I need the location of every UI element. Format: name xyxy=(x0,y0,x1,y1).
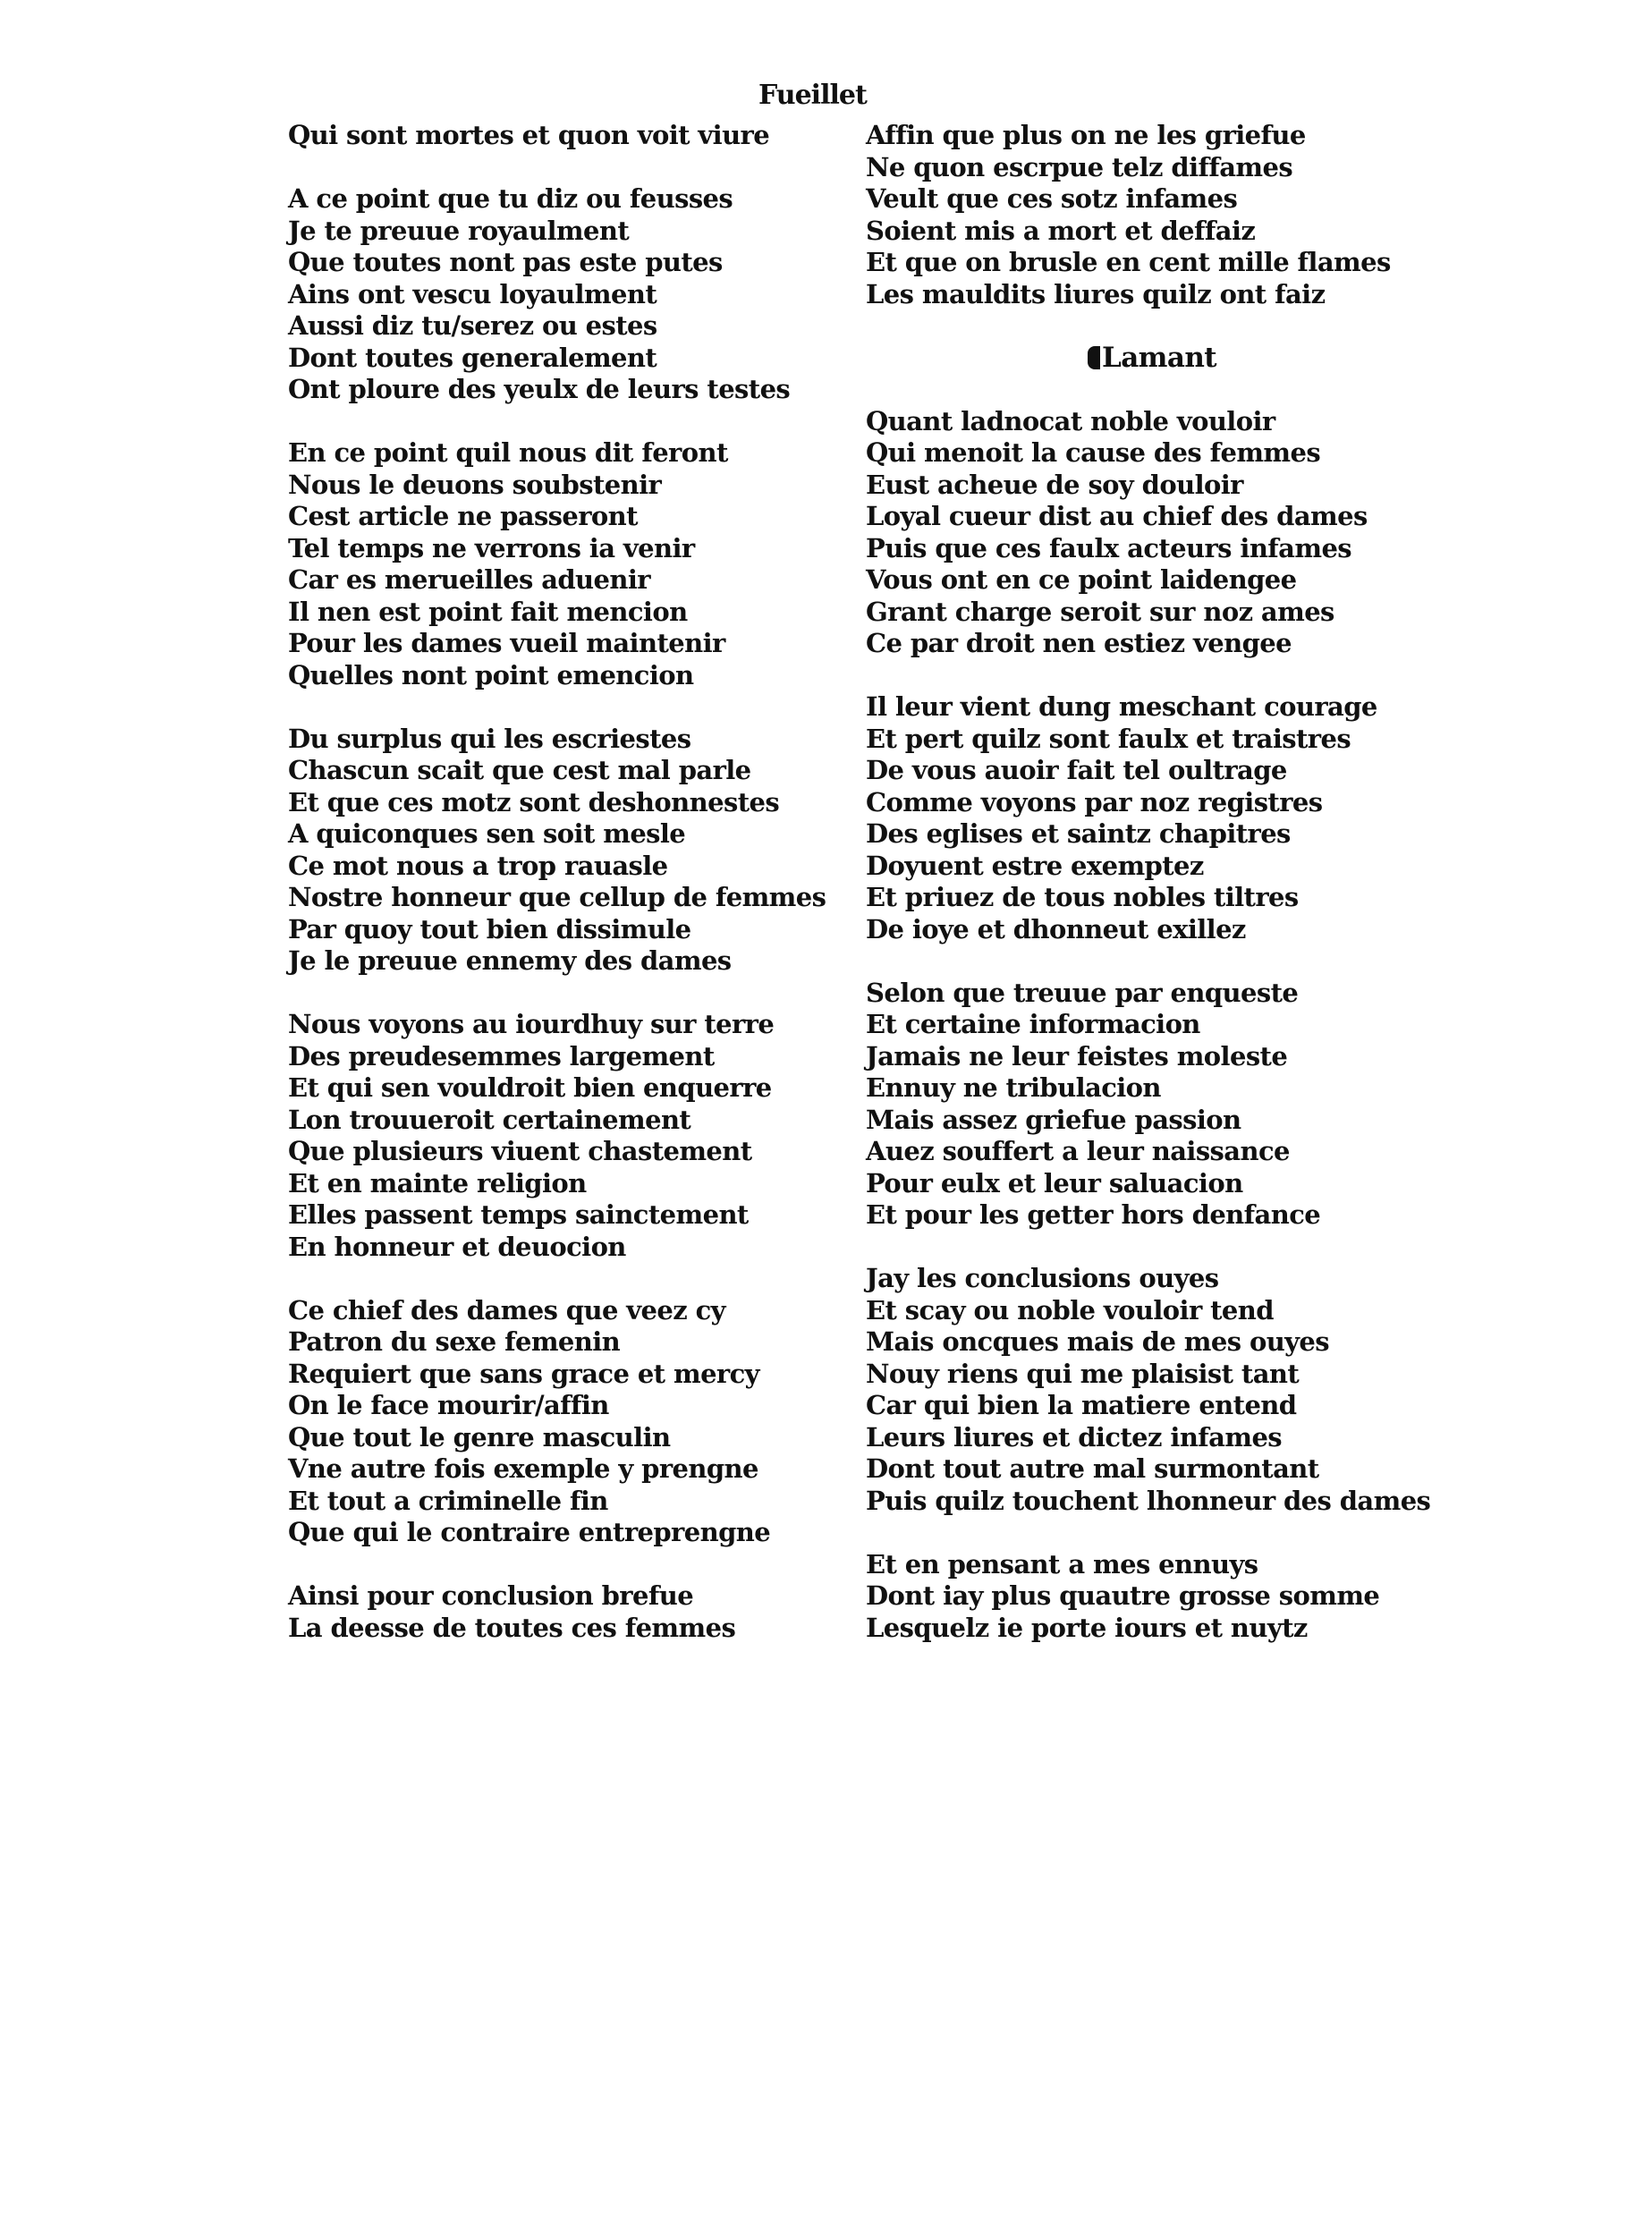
verse-line: Selon que treuue par enqueste xyxy=(866,977,1299,1008)
verse-line: On le face mourir/affin xyxy=(288,1390,609,1420)
pilcrow-icon xyxy=(1088,346,1100,369)
verse-line: Ce chief des dames que veez cy xyxy=(288,1294,725,1326)
verse-line: Comme voyons par noz registres xyxy=(866,786,1323,817)
verse-line: Qui menoit la cause des femmes xyxy=(866,437,1321,468)
verse-line: Et pour les getter hors denfance xyxy=(866,1199,1321,1230)
verse-line: Car qui bien la matiere entend xyxy=(866,1390,1297,1420)
verse-line: En honneur et deuocion xyxy=(288,1231,626,1262)
verse-line: Doyuent estre exemptez xyxy=(866,850,1204,881)
verse-line: Et scay ou noble vouloir tend xyxy=(866,1294,1274,1326)
verse-line: A quiconques sen soit mesle xyxy=(288,818,686,849)
verse-line: Cest article ne passeront xyxy=(288,501,638,531)
verse-line: Ont ploure des yeulx de leurs testes xyxy=(288,374,791,404)
verse-line: Et priuez de tous nobles tiltres xyxy=(866,882,1299,912)
verse-line: Que plusieurs viuent chastement xyxy=(288,1136,752,1166)
verse-line: Affin que plus on ne les griefue xyxy=(866,120,1306,150)
verse-line: Il leur vient dung meschant courage xyxy=(866,691,1377,722)
verse-line: Qui sont mortes et quon voit viure xyxy=(288,120,770,150)
verse-line: Veult que ces sotz infames xyxy=(866,183,1238,214)
verse-line: Ains ont vescu loyaulment xyxy=(288,278,657,309)
verse-line: Loyal cueur dist au chief des dames xyxy=(866,501,1368,531)
verse-line: Lon trouueroit certainement xyxy=(288,1104,691,1135)
verse-line: Et tout a criminelle fin xyxy=(288,1485,608,1516)
left-column xyxy=(288,120,826,1644)
verse-line: Dont tout autre mal surmontant xyxy=(866,1453,1319,1484)
verse-line: Leurs liures et dictez infames xyxy=(866,1421,1283,1453)
verse-line: Nous le deuons soubstenir xyxy=(288,469,662,500)
verse-line: Par quoy tout bien dissimule xyxy=(288,913,691,944)
verse-line: Soient mis a mort et deffaiz xyxy=(866,215,1256,246)
verse-line: Et qui sen vouldroit bien enquerre xyxy=(288,1072,772,1103)
verse-line: Car es merueilles aduenir xyxy=(288,564,650,595)
verse-line: Mais assez griefue passion xyxy=(866,1104,1241,1135)
verse-line: En ce point quil nous dit feront xyxy=(288,437,728,468)
page-header-fueillet: Fueillet xyxy=(758,80,867,111)
verse-line: Que toutes nont pas este putes xyxy=(288,247,723,277)
verse-line: Dont iay plus quautre grosse somme xyxy=(866,1580,1380,1611)
verse-line: Je le preuue ennemy des dames xyxy=(288,945,732,976)
verse-line: Puis quilz touchent lhonneur des dames xyxy=(866,1485,1431,1516)
verse-line: Que tout le genre masculin xyxy=(288,1421,671,1453)
verse-line: Des eglises et saintz chapitres xyxy=(866,818,1291,849)
verse-line: Nostre honneur que cellup de femmes xyxy=(288,882,826,912)
verse-line: Et pert quilz sont faulx et traistres xyxy=(866,723,1351,754)
verse-line: Nouy riens qui me plaisist tant xyxy=(866,1358,1300,1389)
verse-line: Les mauldits liures quilz ont faiz xyxy=(866,278,1326,309)
verse-line: De vous auoir fait tel oultrage xyxy=(866,755,1287,785)
verse-line: Auez souffert a leur naissance xyxy=(866,1136,1290,1166)
verse-line: Requiert que sans grace et mercy xyxy=(288,1358,759,1389)
verse-line: Quelles nont point emencion xyxy=(288,659,694,690)
verse-line: Ne quon escrpue telz diffames xyxy=(866,151,1293,182)
verse-line: Du surplus qui les escriestes xyxy=(288,723,691,754)
verse-line: Nous voyons au iourdhuy sur terre xyxy=(288,1009,775,1039)
verse-line: Je te preuue royaulment xyxy=(288,215,630,246)
verse-line: Ennuy ne tribulacion xyxy=(866,1072,1161,1103)
verse-line: Aussi diz tu/serez ou estes xyxy=(288,310,657,341)
verse-line: Que qui le contraire entreprengne xyxy=(288,1517,771,1547)
verse-line: Lesquelz ie porte iours et nuytz xyxy=(866,1612,1308,1643)
verse-line: Jamais ne leur feistes moleste xyxy=(866,1040,1288,1071)
speaker-heading-label: Lamant xyxy=(1102,341,1217,374)
verse-line: Il nen est point fait mencion xyxy=(288,596,688,627)
verse-line: Et en pensant a mes ennuys xyxy=(866,1548,1258,1580)
verse-line: Dont toutes generalement xyxy=(288,342,657,373)
verse-line: Quant ladnocat noble vouloir xyxy=(866,405,1275,436)
verse-line: Des preudesemmes largement xyxy=(288,1040,715,1071)
verse-line: Tel temps ne verrons ia venir xyxy=(288,532,695,563)
verse-line: Pour les dames vueil maintenir xyxy=(288,628,725,658)
verse-line: Puis que ces faulx acteurs infames xyxy=(866,532,1352,563)
verse-line: De ioye et dhonneut exillez xyxy=(866,913,1246,944)
right-column xyxy=(866,120,1430,1644)
verse-line: Vous ont en ce point laidengee xyxy=(866,564,1297,595)
verse-line: Ainsi pour conclusion brefue xyxy=(288,1580,694,1611)
verse-line: Jay les conclusions ouyes xyxy=(866,1263,1219,1293)
verse-line: Eust acheue de soy douloir xyxy=(866,469,1243,500)
verse-line: Chascun scait que cest mal parle xyxy=(288,755,751,785)
verse-line: Et que ces motz sont deshonnestes xyxy=(288,786,780,817)
verse-line: Patron du sexe femenin xyxy=(288,1326,621,1357)
verse-line: Elles passent temps sainctement xyxy=(288,1199,749,1230)
verse-line: Et en mainte religion xyxy=(288,1167,587,1198)
verse-line: Mais oncques mais de mes ouyes xyxy=(866,1326,1330,1357)
verse-line: Vne autre fois exemple y prengne xyxy=(288,1453,758,1484)
verse-line: Et que on brusle en cent mille flames xyxy=(866,247,1391,277)
verse-line: Pour eulx et leur saluacion xyxy=(866,1167,1243,1198)
verse-line: La deesse de toutes ces femmes xyxy=(288,1612,736,1643)
verse-line: Grant charge seroit sur noz ames xyxy=(866,596,1334,627)
verse-line: A ce point que tu diz ou feusses xyxy=(288,183,733,214)
verse-line: Et certaine informacion xyxy=(866,1009,1200,1039)
verse-line: Ce mot nous a trop rauasle xyxy=(288,850,668,881)
verse-line: Ce par droit nen estiez vengee xyxy=(866,628,1292,658)
speaker-heading xyxy=(866,343,1430,375)
